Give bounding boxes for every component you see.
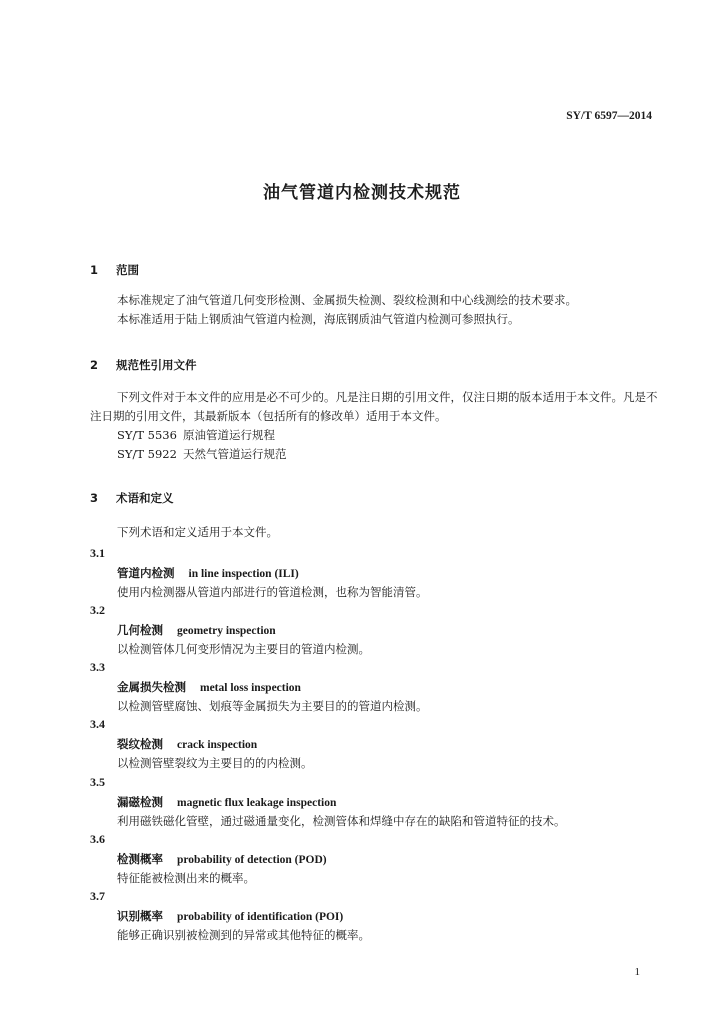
term-definition: 使用内检测器从管道内部进行的管道检测，也称为智能清管。 bbox=[117, 585, 428, 599]
section-heading-normative bbox=[90, 357, 197, 373]
term-number: 3.1 bbox=[90, 546, 105, 560]
scope-body bbox=[90, 291, 658, 329]
section-title: 规范性引用文件 bbox=[116, 358, 197, 372]
term-definition: 以检测管壁腐蚀、划痕等金属损失为主要目的的管道内检测。 bbox=[117, 699, 428, 713]
term-definition: 以检测管壁裂纹为主要目的的内检测。 bbox=[117, 756, 313, 770]
term-definition: 利用磁铁磁化管壁，通过磁通量变化，检测管体和焊缝中存在的缺陷和管道特征的技术。 bbox=[117, 814, 566, 828]
term-definition: 特征能被检测出来的概率。 bbox=[117, 871, 255, 885]
term-number: 3.6 bbox=[90, 832, 105, 846]
reference-code: SY/T 5922 bbox=[117, 447, 177, 461]
term-chinese: 识别概率 bbox=[117, 909, 163, 923]
term-definition: 以检测管体几何变形情况为主要目的管道内检测。 bbox=[117, 642, 370, 656]
section-heading-scope bbox=[90, 262, 139, 278]
term-number: 3.7 bbox=[90, 889, 105, 903]
reference-title: 天然气管道运行规范 bbox=[183, 447, 287, 461]
term-definition: 能够正确识别被检测到的异常或其他特征的概率。 bbox=[117, 928, 370, 942]
section-title: 范围 bbox=[116, 263, 139, 277]
section-heading-terms bbox=[90, 490, 174, 506]
term-number: 3.4 bbox=[90, 717, 105, 731]
term-entry bbox=[117, 679, 301, 695]
section-number: 1 bbox=[90, 263, 99, 277]
term-chinese: 漏磁检测 bbox=[117, 795, 163, 809]
normative-body bbox=[90, 388, 658, 464]
term-number: 3.5 bbox=[90, 775, 105, 789]
document-title: 油气管道内检测技术规范 bbox=[263, 183, 461, 203]
term-english: in line inspection (ILI) bbox=[188, 568, 299, 580]
term-entry bbox=[117, 851, 327, 867]
term-number: 3.3 bbox=[90, 660, 105, 674]
term-chinese: 裂纹检测 bbox=[117, 737, 163, 751]
standard-code: SY/T 6597—2014 bbox=[566, 110, 652, 122]
term-entry bbox=[117, 908, 343, 924]
scope-paragraph: 本标准适用于陆上钢质油气管道内检测，海底钢质油气管道内检测可参照执行。 bbox=[117, 312, 520, 326]
scope-paragraph: 本标准规定了油气管道几何变形检测、金属损失检测、裂纹检测和中心线测绘的技术要求。 bbox=[117, 293, 577, 307]
term-english: geometry inspection bbox=[177, 625, 276, 637]
term-english: magnetic flux leakage inspection bbox=[177, 797, 337, 809]
term-english: crack inspection bbox=[177, 739, 258, 751]
section-number: 2 bbox=[90, 358, 99, 372]
terms-intro: 下列术语和定义适用于本文件。 bbox=[117, 525, 278, 539]
term-english: probability of identification (POI) bbox=[177, 911, 344, 923]
term-entry bbox=[117, 565, 299, 581]
term-english: probability of detection (POD) bbox=[177, 854, 327, 866]
term-entry bbox=[117, 622, 276, 638]
normative-paragraph: 下列文件对于本文件的应用是必不可少的。凡是注日期的引用文件，仅注日期的版本适用于本文件。凡是不注日期的引用文件，其最新版本（包括所有的修改单）适用于本文件。 bbox=[90, 390, 658, 423]
term-entry bbox=[117, 794, 336, 810]
section-number: 3 bbox=[90, 491, 99, 505]
section-title: 术语和定义 bbox=[116, 491, 174, 505]
term-number: 3.2 bbox=[90, 603, 105, 617]
page-number: 1 bbox=[634, 966, 640, 978]
term-chinese: 几何检测 bbox=[117, 623, 163, 637]
term-english: metal loss inspection bbox=[200, 682, 301, 694]
term-chinese: 检测概率 bbox=[117, 852, 163, 866]
reference-code: SY/T 5536 bbox=[117, 428, 177, 442]
term-entry bbox=[117, 736, 257, 752]
term-chinese: 金属损失检测 bbox=[117, 680, 186, 694]
reference-item bbox=[90, 426, 658, 445]
reference-title: 原油管道运行规程 bbox=[183, 428, 275, 442]
reference-item bbox=[90, 445, 658, 464]
term-chinese: 管道内检测 bbox=[117, 566, 175, 580]
